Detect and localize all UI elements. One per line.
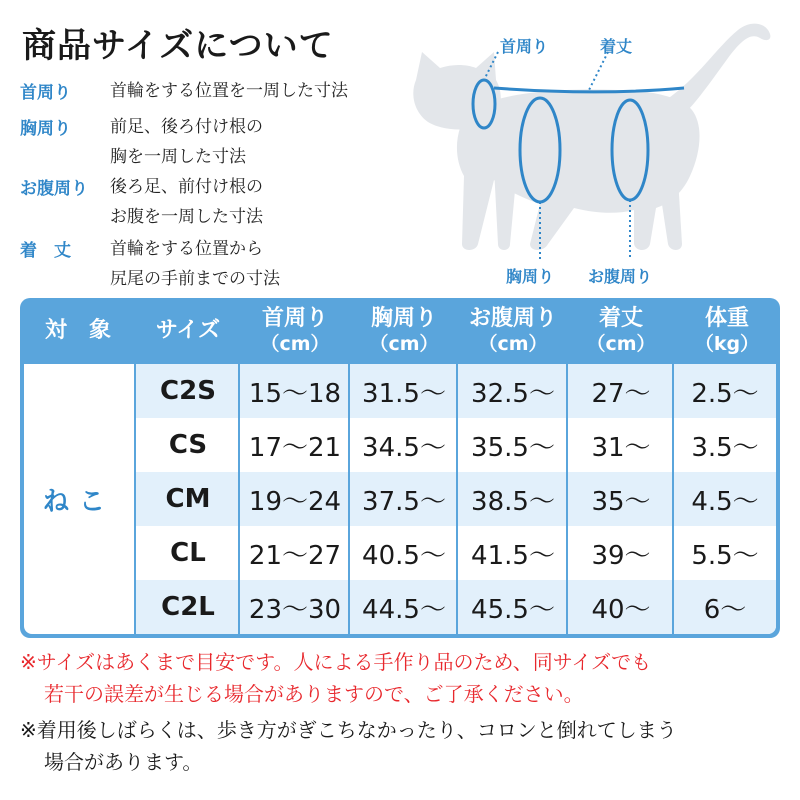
weight-cell: 6～ — [703, 594, 747, 625]
definition-line: 首輪をする位置から — [110, 239, 263, 259]
belly-cell: 35.5～ — [471, 432, 555, 463]
belly-label: お腹周り — [588, 267, 653, 286]
chest-cell: 31.5～ — [362, 378, 446, 409]
definition-desc — [110, 234, 280, 294]
belly-cell: 41.5～ — [471, 540, 555, 571]
header-label: サイズ — [155, 318, 221, 343]
chest-cell: 34.5～ — [362, 432, 446, 463]
size-cell: CS — [168, 430, 208, 460]
header-label: 着丈 — [598, 306, 643, 331]
disclaimer-line — [20, 678, 790, 710]
definition-term: 胸周り — [20, 119, 71, 139]
disclaimer-text: 若干の誤差が生じる場合がありますので、ご了承ください。 — [44, 682, 584, 706]
chest-cell: 44.5～ — [362, 594, 446, 625]
belly-cell: 45.5～ — [471, 594, 555, 625]
belly-cell: 38.5～ — [471, 486, 555, 517]
header-label: 対 象 — [44, 318, 111, 343]
header-label: 首周り — [261, 306, 328, 331]
definition-desc — [110, 172, 263, 232]
caution-line — [20, 746, 790, 778]
header-neck — [240, 298, 350, 364]
column-divider — [566, 364, 568, 634]
column-divider — [238, 364, 240, 634]
caution-line: ※着用後しばらくは、歩き方がぎこちなかったり、コロンと倒れてしまう — [20, 718, 677, 742]
chest-cell: 37.5～ — [362, 486, 446, 517]
header-chest — [350, 298, 458, 364]
column-divider — [456, 364, 458, 634]
table-body — [24, 364, 776, 634]
definition-line: 尻尾の手前までの寸法 — [110, 269, 280, 289]
definition-line: お腹を一周した寸法 — [110, 207, 263, 227]
neck-label: 首周り — [500, 37, 549, 56]
cat-measurement-diagram — [398, 8, 800, 300]
neck-cell: 21～27 — [248, 540, 342, 571]
definition-line: 胸を一周した寸法 — [110, 147, 246, 167]
definition-desc — [110, 76, 348, 106]
belly-cell: 32.5～ — [471, 378, 555, 409]
weight-cell: 4.5～ — [691, 486, 759, 517]
definition-line: 後ろ足、前付け根の — [110, 177, 263, 197]
target-cat-cell: ねこ — [24, 364, 136, 634]
neck-cell: 19～24 — [248, 486, 342, 517]
length-leader — [588, 52, 608, 92]
header-unit: （cm） — [369, 333, 439, 355]
table-header — [20, 298, 780, 364]
weight-cell: 5.5～ — [691, 540, 759, 571]
neck-cell: 23～30 — [248, 594, 342, 625]
column-divider — [348, 364, 350, 634]
weight-cell: 3.5～ — [691, 432, 759, 463]
neck-cell: 15～18 — [248, 378, 342, 409]
header-size — [136, 298, 240, 364]
header-unit: （cm） — [260, 333, 330, 355]
length-cell: 31～ — [591, 432, 651, 463]
definition-desc — [110, 112, 263, 172]
page-title: 商品サイズについて — [22, 26, 334, 66]
definition-term: 着 丈 — [20, 241, 71, 261]
column-divider — [672, 364, 674, 634]
size-cell: C2L — [161, 592, 215, 622]
header-unit: （kg） — [694, 333, 760, 355]
header-label: 体重 — [704, 306, 749, 331]
size-cell: CL — [170, 538, 206, 568]
notes — [20, 646, 790, 778]
length-label: 着丈 — [600, 37, 633, 56]
definition-line: 前足、後ろ付け根の — [110, 117, 263, 137]
header-label: 胸周り — [370, 306, 437, 331]
length-cell: 40～ — [591, 594, 651, 625]
definition-term: 首周り — [20, 83, 71, 103]
chest-cell: 40.5～ — [362, 540, 446, 571]
header-target — [20, 298, 136, 364]
size-table — [20, 298, 780, 638]
header-unit: （cm） — [478, 333, 548, 355]
length-cell: 39～ — [591, 540, 651, 571]
definition-term: お腹周り — [20, 179, 88, 199]
caution-text: 場合があります。 — [44, 750, 203, 774]
cat-silhouette — [413, 24, 770, 250]
size-cell: CM — [165, 484, 211, 514]
weight-cell: 2.5～ — [691, 378, 759, 409]
cat-silhouette-illustration — [398, 8, 800, 300]
disclaimer-line: ※サイズはあくまで目安です。人による手作り品のため、同サイズでも — [20, 650, 652, 674]
length-cell: 35～ — [591, 486, 651, 517]
header-label: お腹周り — [468, 306, 557, 331]
chest-label: 胸周り — [506, 267, 555, 286]
length-cell: 27～ — [591, 378, 651, 409]
neck-cell: 17～21 — [248, 432, 342, 463]
size-cell: C2S — [160, 376, 216, 406]
header-belly — [458, 298, 568, 364]
definition-line: 首輪をする位置を一周した寸法 — [110, 81, 348, 101]
header-unit: （cm） — [586, 333, 656, 355]
header-weight — [674, 298, 780, 364]
header-length — [568, 298, 674, 364]
